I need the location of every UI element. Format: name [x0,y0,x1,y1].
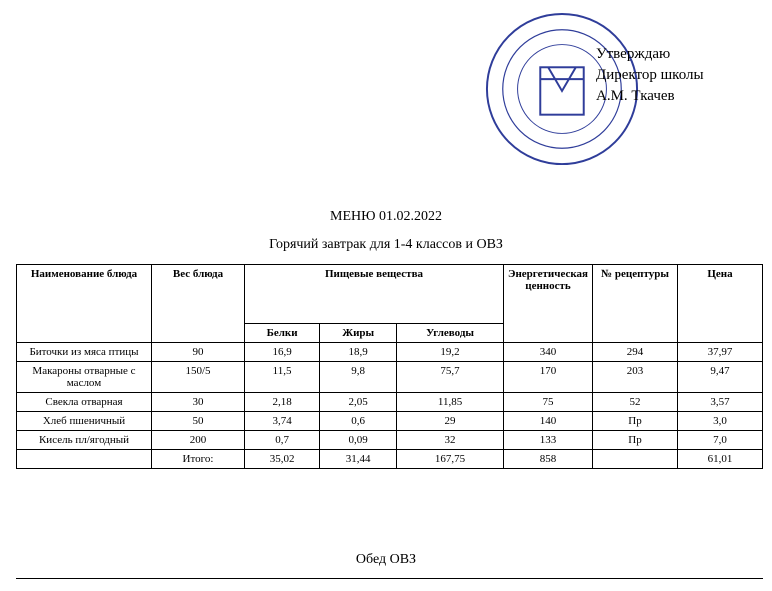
approval-block: Утверждаю Директор школы А.М. Ткачев [596,46,704,104]
lunch-table-edge [16,578,763,591]
table-row: Биточки из мяса птицы 90 16,9 18,9 19,2 340 294 37,97 [17,343,763,362]
menu-table: Наименование блюда Вес блюда Пищевые вещества Энергетическая ценность № рецептуры Цена Белки Жиры Углеводы Биточки из мяса птицы 90 16,9 18,9 19,2 340 294 37,97 Макароны отварные с маслом 150/5 11,5 9,8 75,7 170 203 9,47 Свекла отварная 30 2,18 2,05 11,85 75 52 3,57 Хлеб пшеничный 50 3,74 0,6 29 140 Пр 3,0 Кисель пл/ягодный 200 0,7 0,09 32 133 Пр 7,0 Итого: 35,02 31,44 167,75 858 61,01 [16,264,763,469]
total-row: Итого: 35,02 31,44 167,75 858 61,01 [17,450,763,469]
table-row: Макароны отварные с маслом 150/5 11,5 9,8 75,7 170 203 9,47 [17,362,763,393]
table-row: Хлеб пшеничный 50 3,74 0,6 29 140 Пр 3,0 [17,412,763,431]
table-row: Кисель пл/ягодный 200 0,7 0,09 32 133 Пр 7,0 [17,431,763,450]
subtitle: Горячий завтрак для 1-4 классов и ОВЗ [269,237,503,252]
lunch-title: Обед ОВЗ [355,552,417,567]
table-row: Свекла отварная 30 2,18 2,05 11,85 75 52 3,57 [17,393,763,412]
menu-title: МЕНЮ 01.02.2022 [330,209,442,224]
